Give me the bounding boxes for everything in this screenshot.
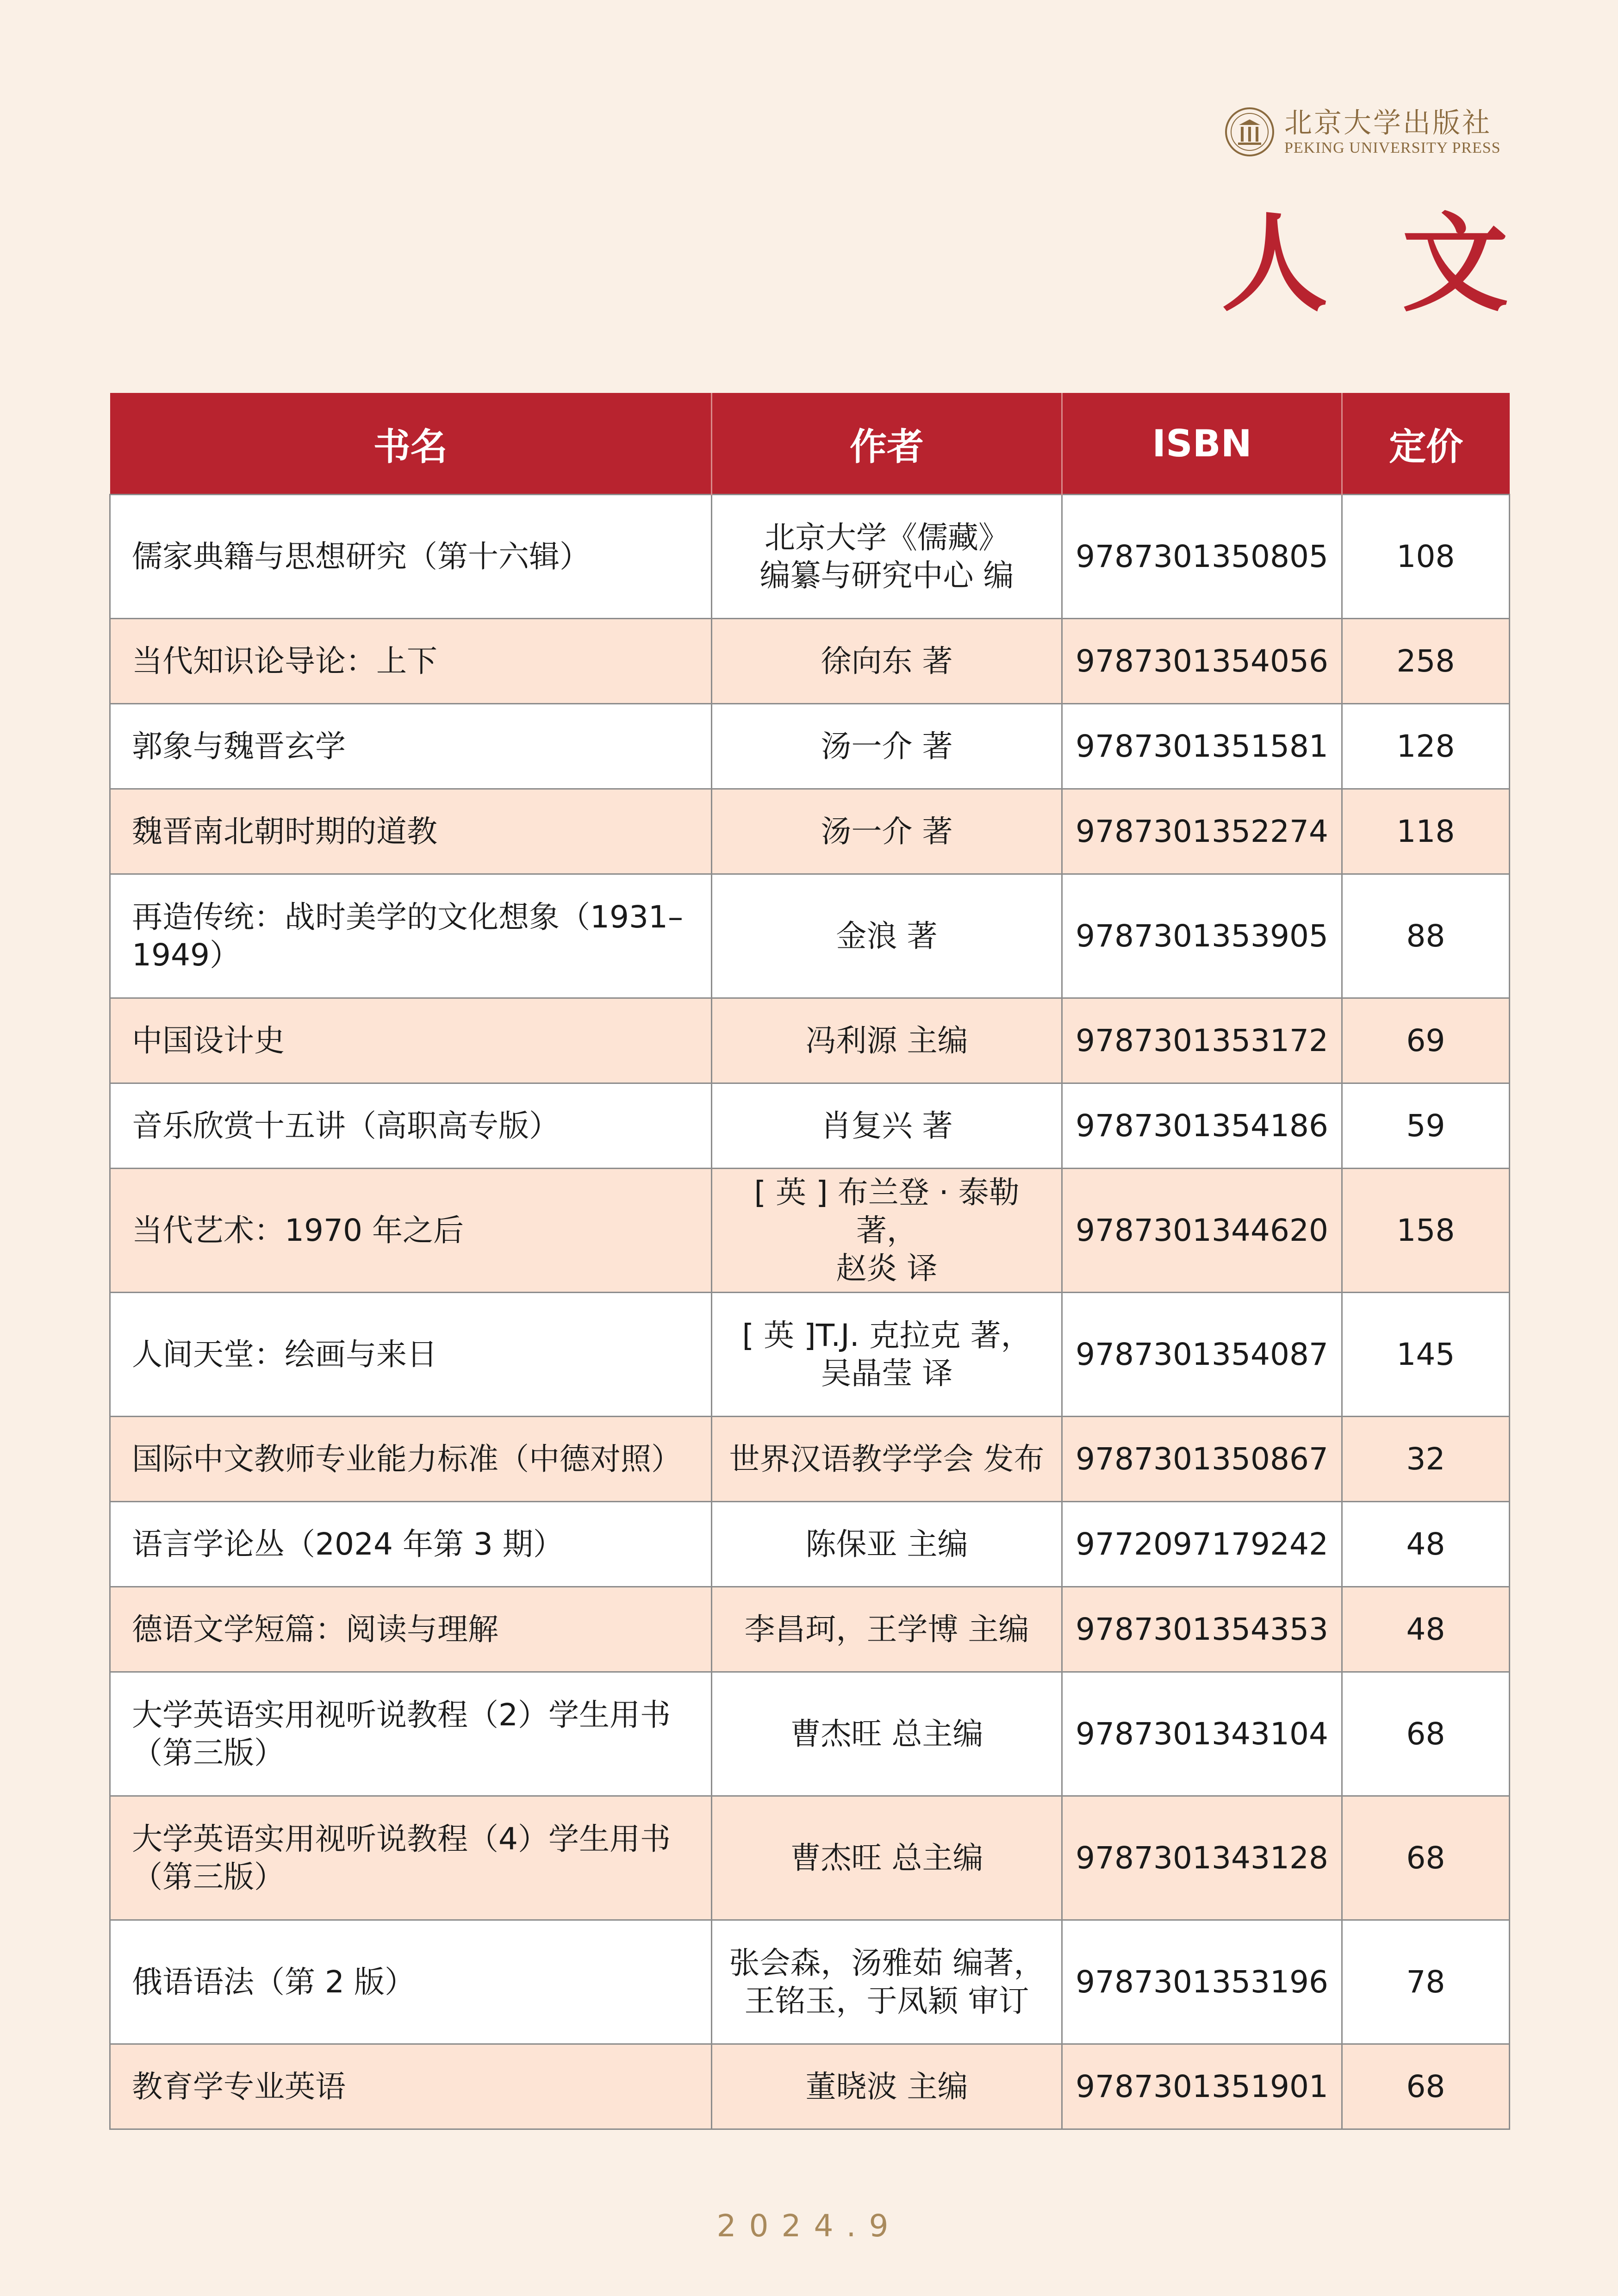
- table-row: [110, 874, 1510, 998]
- book-price-cell: 68: [1342, 1672, 1510, 1796]
- book-price-cell: 48: [1342, 1587, 1510, 1672]
- author-line: 汤一介 著: [821, 813, 953, 849]
- table-row: [110, 1796, 1510, 1920]
- book-catalog-table: [109, 393, 1510, 2130]
- author-line: 编纂与研究中心 编: [759, 557, 1014, 593]
- column-header-author: 作者: [712, 393, 1062, 495]
- author-line: 曹杰旺 总主编: [790, 1716, 983, 1752]
- publisher-name-cn: 北京大学出版社: [1284, 106, 1492, 139]
- table-row: [110, 1920, 1510, 2044]
- book-author-cell: [712, 704, 1062, 789]
- book-title-cell: 再造传统：战时美学的文化想象（1931–1949）: [110, 874, 712, 998]
- book-author-cell: [712, 1796, 1062, 1920]
- column-header-title: 书名: [110, 393, 712, 495]
- book-price-cell: 88: [1342, 874, 1510, 998]
- book-isbn-cell: 9787301354056: [1062, 619, 1342, 704]
- book-title-cell: 大学英语实用视听说教程（4）学生用书（第三版）: [110, 1796, 712, 1920]
- author-line: 曹杰旺 总主编: [790, 1840, 983, 1876]
- book-isbn-cell: 9787301351901: [1062, 2044, 1342, 2129]
- book-isbn-cell: 9772097179242: [1062, 1502, 1342, 1587]
- book-author-cell: [712, 1672, 1062, 1796]
- book-title-cell: 儒家典籍与思想研究（第十六辑）: [110, 495, 712, 619]
- book-title-cell: 中国设计史: [110, 998, 712, 1083]
- book-author-cell: [712, 1502, 1062, 1587]
- table-row: [110, 704, 1510, 789]
- book-title-cell: 当代知识论导论：上下: [110, 619, 712, 704]
- book-author-cell: [712, 2044, 1062, 2129]
- book-price-cell: 145: [1342, 1293, 1510, 1417]
- book-isbn-cell: 9787301353172: [1062, 998, 1342, 1083]
- table-row: [110, 1587, 1510, 1672]
- publisher-logo: [1224, 103, 1511, 161]
- book-isbn-cell: 9787301351581: [1062, 704, 1342, 789]
- university-emblem-icon: [1224, 106, 1275, 157]
- book-title-cell: 音乐欣赏十五讲（高职高专版）: [110, 1083, 712, 1169]
- book-price-cell: 108: [1342, 495, 1510, 619]
- column-header-isbn: ISBN: [1062, 393, 1342, 495]
- book-title-cell: 人间天堂：绘画与来日: [110, 1293, 712, 1417]
- book-author-cell: [712, 1083, 1062, 1169]
- book-price-cell: 158: [1342, 1169, 1510, 1293]
- author-line: 董晓波 主编: [805, 2068, 968, 2104]
- book-price-cell: 118: [1342, 789, 1510, 874]
- issue-date: 2024.9: [716, 2208, 902, 2244]
- book-title-cell: 教育学专业英语: [110, 2044, 712, 2129]
- book-author-cell: [712, 619, 1062, 704]
- table-row: [110, 1672, 1510, 1796]
- column-header-price: 定价: [1342, 393, 1510, 495]
- book-title-cell: 德语文学短篇：阅读与理解: [110, 1587, 712, 1672]
- book-price-cell: 128: [1342, 704, 1510, 789]
- author-line: [ 英 ] 布兰登 · 泰勒 著，: [754, 1174, 1020, 1248]
- book-price-cell: 32: [1342, 1417, 1510, 1502]
- publisher-name-en: PEKING UNIVERSITY PRESS: [1284, 139, 1501, 156]
- table-row: [110, 1417, 1510, 1502]
- book-isbn-cell: 9787301343128: [1062, 1796, 1342, 1920]
- book-isbn-cell: 9787301352274: [1062, 789, 1342, 874]
- book-price-cell: 68: [1342, 1796, 1510, 1920]
- author-line: 张会森，汤雅茹 编著，: [729, 1945, 1045, 1981]
- table-row: [110, 998, 1510, 1083]
- book-isbn-cell: 9787301354087: [1062, 1293, 1342, 1417]
- book-isbn-cell: 9787301353905: [1062, 874, 1342, 998]
- book-author-cell: [712, 1920, 1062, 2044]
- author-line: 陈保亚 主编: [805, 1526, 968, 1562]
- author-line: [ 英 ]T.J. 克拉克 著，: [742, 1317, 1032, 1353]
- table-header-row: [110, 393, 1510, 495]
- book-author-cell: [712, 1417, 1062, 1502]
- table-row: [110, 1083, 1510, 1169]
- author-line: 赵炎 译: [836, 1250, 938, 1286]
- author-line: 徐向东 著: [821, 643, 953, 679]
- book-isbn-cell: 9787301344620: [1062, 1169, 1342, 1293]
- book-title-cell: 郭象与魏晋玄学: [110, 704, 712, 789]
- table-row: [110, 789, 1510, 874]
- table-row: [110, 1293, 1510, 1417]
- author-line: 汤一介 著: [821, 728, 953, 764]
- book-price-cell: 68: [1342, 2044, 1510, 2129]
- book-author-cell: [712, 495, 1062, 619]
- author-line: 王铭玉，于凤颖 审订: [744, 1983, 1029, 2019]
- author-line: 金浪 著: [836, 918, 938, 954]
- book-isbn-cell: 9787301354353: [1062, 1587, 1342, 1672]
- book-title-cell: 大学英语实用视听说教程（2）学生用书（第三版）: [110, 1672, 712, 1796]
- book-title-cell: 当代艺术：1970 年之后: [110, 1169, 712, 1293]
- book-author-cell: [712, 1169, 1062, 1293]
- book-author-cell: [712, 789, 1062, 874]
- section-title: 人文: [1221, 201, 1582, 326]
- book-price-cell: 59: [1342, 1083, 1510, 1169]
- book-price-cell: 78: [1342, 1920, 1510, 2044]
- author-line: 肖复兴 著: [821, 1108, 953, 1144]
- book-title-cell: 语言学论丛（2024 年第 3 期）: [110, 1502, 712, 1587]
- author-line: 冯利源 主编: [805, 1022, 968, 1058]
- book-price-cell: 48: [1342, 1502, 1510, 1587]
- book-isbn-cell: 9787301350867: [1062, 1417, 1342, 1502]
- table-row: [110, 2044, 1510, 2129]
- book-isbn-cell: 9787301354186: [1062, 1083, 1342, 1169]
- table-row: [110, 619, 1510, 704]
- book-title-cell: 国际中文教师专业能力标准（中德对照）: [110, 1417, 712, 1502]
- book-isbn-cell: 9787301343104: [1062, 1672, 1342, 1796]
- book-author-cell: [712, 1587, 1062, 1672]
- book-title-cell: 魏晋南北朝时期的道教: [110, 789, 712, 874]
- table-row: [110, 1169, 1510, 1293]
- book-author-cell: [712, 998, 1062, 1083]
- book-price-cell: 258: [1342, 619, 1510, 704]
- book-price-cell: 69: [1342, 998, 1510, 1083]
- author-line: 世界汉语教学学会 发布: [729, 1441, 1045, 1477]
- author-line: 北京大学《儒藏》: [765, 519, 1009, 555]
- book-isbn-cell: 9787301350805: [1062, 495, 1342, 619]
- author-line: 李昌珂，王学博 主编: [744, 1611, 1029, 1647]
- author-line: 吴晶莹 译: [821, 1355, 953, 1391]
- book-author-cell: [712, 1293, 1062, 1417]
- book-author-cell: [712, 874, 1062, 998]
- table-row: [110, 495, 1510, 619]
- book-isbn-cell: 9787301353196: [1062, 1920, 1342, 2044]
- book-title-cell: 俄语语法（第 2 版）: [110, 1920, 712, 2044]
- table-row: [110, 1502, 1510, 1587]
